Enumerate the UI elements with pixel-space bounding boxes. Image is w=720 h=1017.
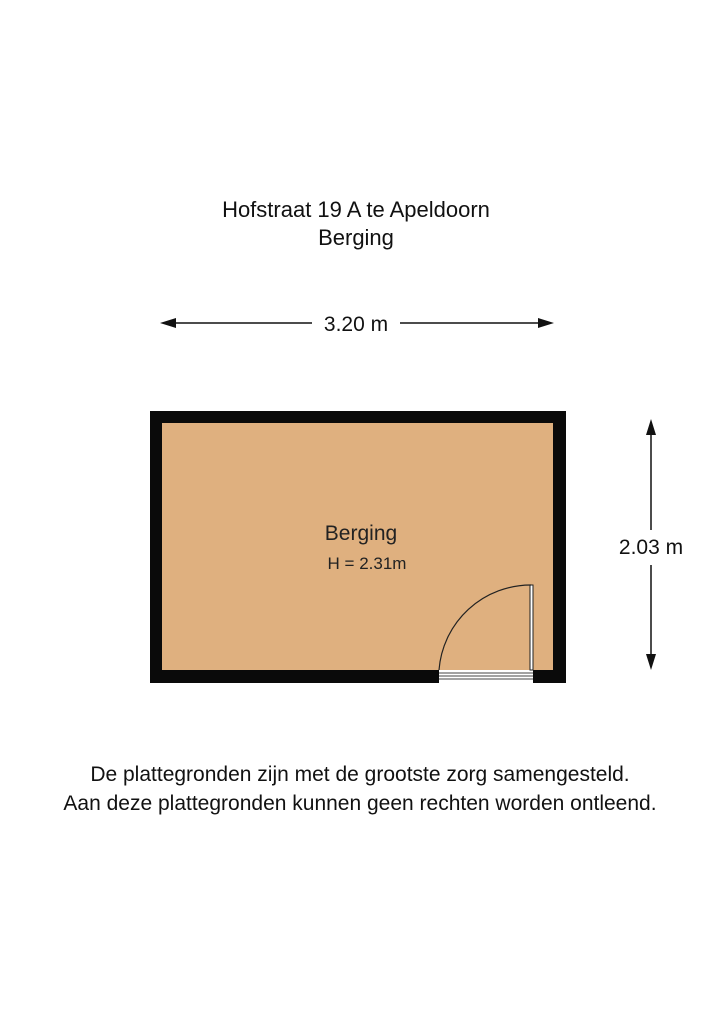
address-title: Hofstraat 19 A te Apeldoorn [222,197,490,222]
door-leaf [530,585,533,670]
disclaimer [0,760,720,818]
arrow-left-icon [160,318,176,328]
room-name-label: Berging [324,522,398,545]
door-jamb-right [533,670,540,683]
width-dimension [160,313,554,336]
disclaimer-line-1: De plattegronden zijn met de grootste zorg samengesteld. [90,763,630,786]
ceiling-height-label: H = 2.31m [327,554,407,573]
arrow-right-icon [538,318,554,328]
floor-name-subtitle: Berging [318,225,394,250]
room-floor [162,423,553,670]
disclaimer-line-2: Aan deze plattegronden kunnen geen rechten worden ontleend. [63,792,657,815]
width-label: 3.20 m [323,313,389,336]
height-dimension [619,419,683,670]
door-jamb-left [432,670,439,683]
room-berging [150,411,566,683]
height-label: 2.03 m [618,536,684,559]
arrow-down-icon [646,654,656,670]
arrow-up-icon [646,419,656,435]
